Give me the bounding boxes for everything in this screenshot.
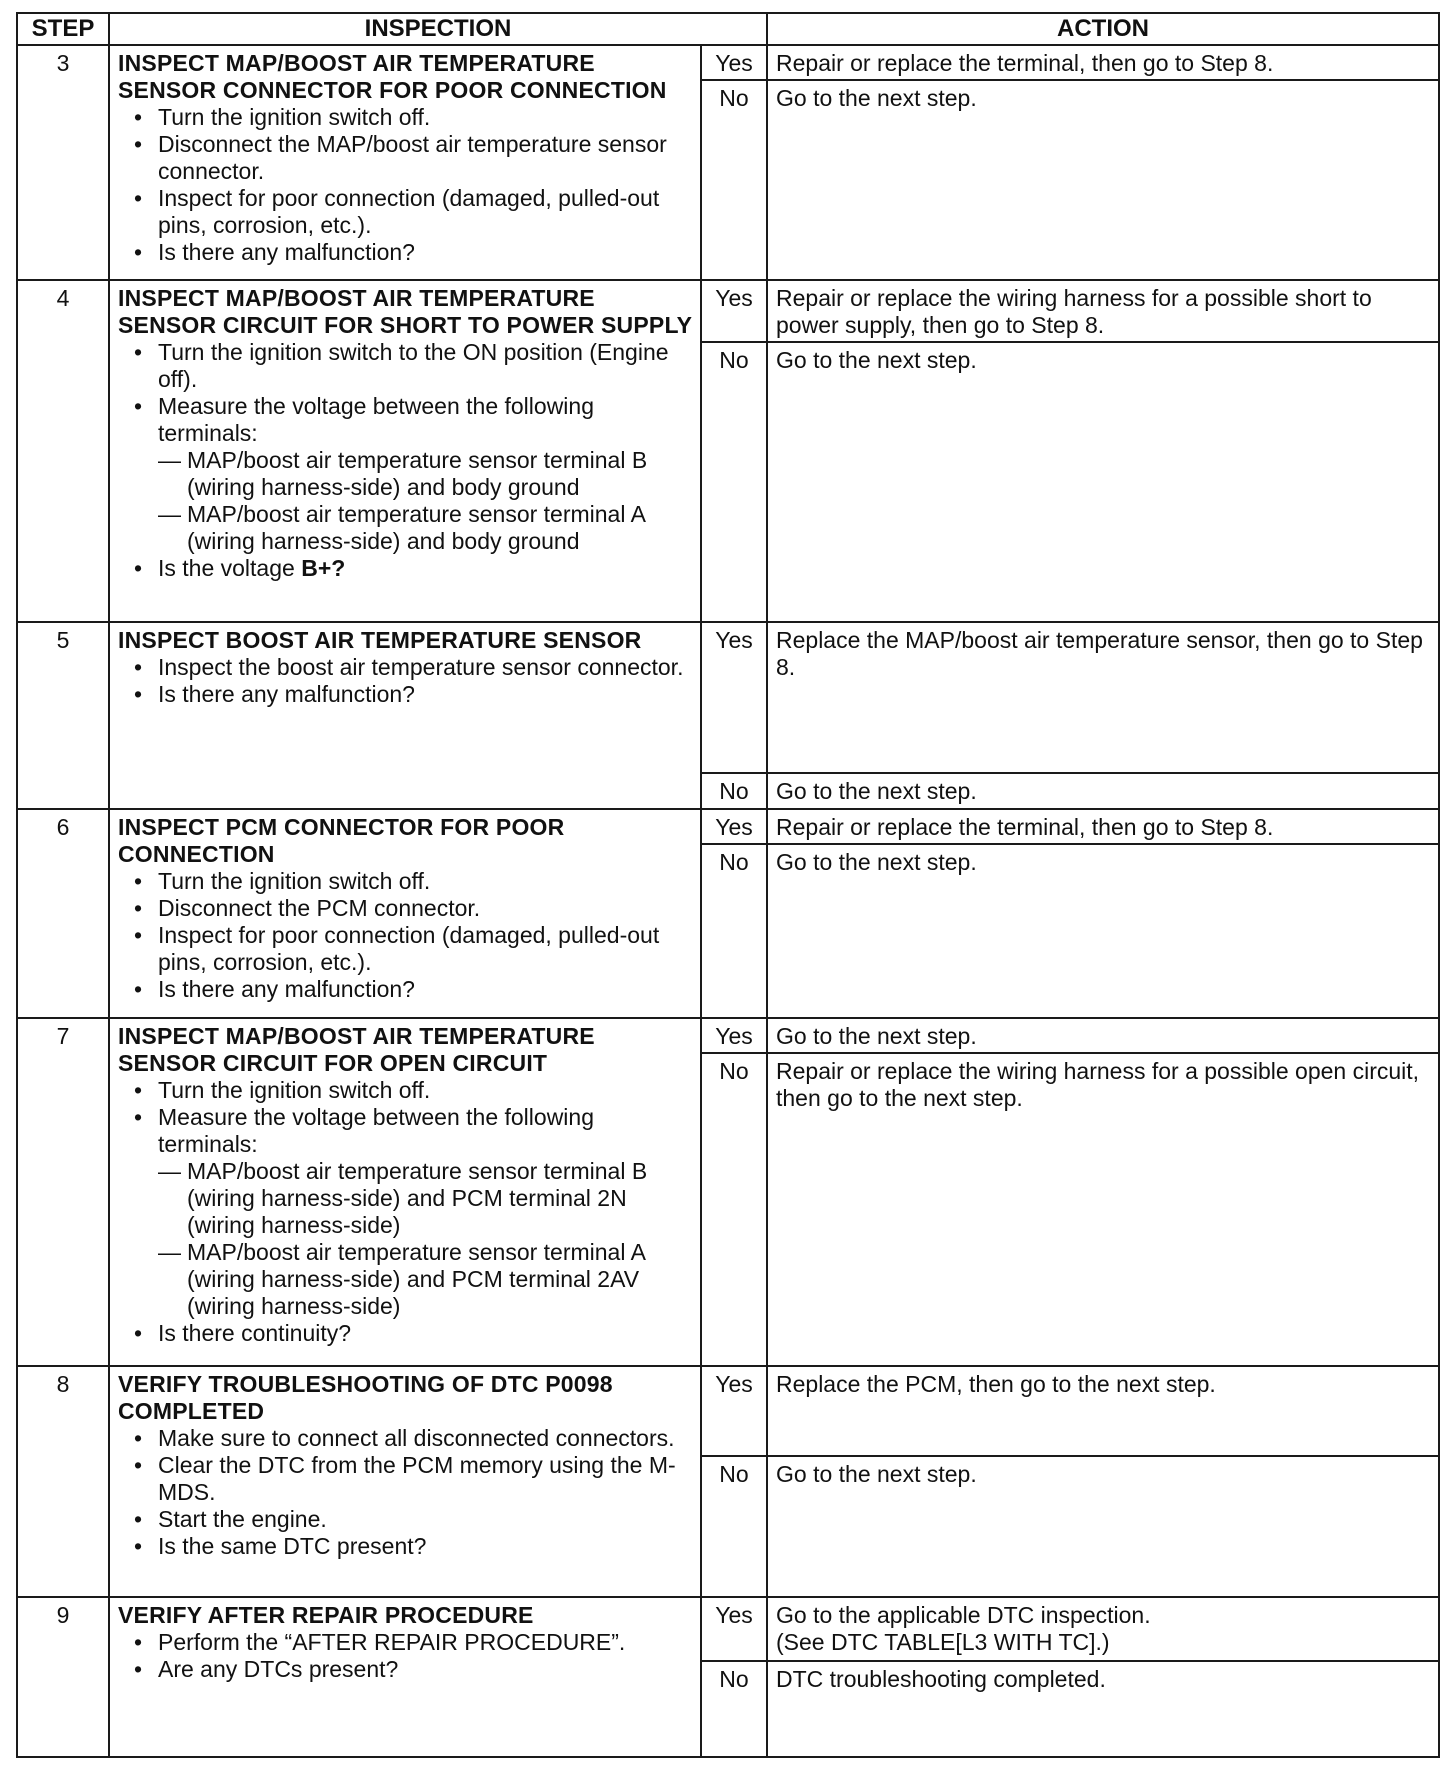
yes-label: Yes (701, 1366, 767, 1456)
step-number: 4 (17, 280, 109, 622)
table-header-row (17, 13, 1439, 45)
bullet-item (118, 1104, 694, 1320)
inspection-title: INSPECT BOOST AIR TEMPERATURE SENSOR (118, 626, 642, 653)
dtc-troubleshooting-table (16, 12, 1440, 1758)
no-label: No (701, 1053, 767, 1365)
bullet-item: • Disconnect the PCM connector. (118, 895, 694, 922)
no-action: Go to the next step. (767, 1456, 1439, 1597)
bullet-item: • Inspect for poor connection (damaged, pulled-out pins, corrosion, etc.). (118, 185, 694, 239)
bullet-item: • Is there any malfunction? (118, 976, 694, 1003)
dash-item: — MAP/boost air temperature sensor terminal A (wiring harness-side) and body ground (158, 501, 694, 555)
no-action: Repair or replace the wiring harness for a possible open circuit, then go to the next step. (767, 1053, 1439, 1365)
dash-item: — MAP/boost air temperature sensor terminal B (wiring harness-side) and PCM terminal 2N (wiring harness-side) (158, 1158, 694, 1239)
no-action: DTC troubleshooting completed. (767, 1661, 1439, 1757)
bullet-item: • Turn the ignition switch off. (118, 868, 694, 895)
inspection-bullets (118, 868, 694, 1003)
bullet-item: • Inspect for poor connection (damaged, pulled-out pins, corrosion, etc.). (118, 922, 694, 976)
no-label: No (701, 844, 767, 1019)
table-row (17, 809, 1439, 844)
inspection-cell (109, 280, 701, 622)
bullet-text: Measure the voltage between the following terminals: (158, 1104, 595, 1158)
bullet-item: • Perform the “AFTER REPAIR PROCEDURE”. (118, 1629, 694, 1656)
step-number: 8 (17, 1366, 109, 1598)
inspection-cell (109, 1597, 701, 1757)
inspection-cell (109, 1366, 701, 1598)
bullet-item: • Turn the ignition switch to the ON position (Engine off). (118, 339, 694, 393)
yes-label: Yes (701, 809, 767, 844)
step-number: 5 (17, 622, 109, 809)
table-row (17, 45, 1439, 80)
bullet-item: • Are any DTCs present? (118, 1656, 694, 1683)
yes-action: Repair or replace the wiring harness for a possible short to power supply, then go to Step 8. (767, 280, 1439, 342)
header-action: ACTION (767, 13, 1439, 45)
bullet-item (118, 393, 694, 555)
dash-list (158, 1158, 694, 1320)
inspection-title: INSPECT MAP/BOOST AIR TEMPERATURE SENSOR CONNECTOR FOR POOR CONNECTION (118, 50, 667, 103)
step-number: 9 (17, 1597, 109, 1757)
yes-label: Yes (701, 280, 767, 342)
inspection-title: INSPECT MAP/BOOST AIR TEMPERATURE SENSOR CIRCUIT FOR SHORT TO POWER SUPPLY (118, 284, 693, 338)
yes-action: Replace the MAP/boost air temperature sensor, then go to Step 8. (767, 622, 1439, 774)
inspection-title: VERIFY TROUBLESHOOTING OF DTC P0098 COMPLETED (118, 1370, 613, 1424)
inspection-bullets (118, 339, 694, 582)
no-label: No (701, 773, 767, 808)
no-action: Go to the next step. (767, 80, 1439, 280)
bullet-item: • Turn the ignition switch off. (118, 104, 694, 131)
inspection-bullets (118, 1425, 694, 1560)
yes-action: Repair or replace the terminal, then go to Step 8. (767, 45, 1439, 80)
inspection-cell (109, 809, 701, 1019)
yes-action: Repair or replace the terminal, then go to Step 8. (767, 809, 1439, 844)
step-number: 6 (17, 809, 109, 1019)
no-label: No (701, 1661, 767, 1757)
question-text: Is the voltage (158, 554, 302, 581)
inspection-cell (109, 1018, 701, 1365)
bullet-item: • Disconnect the MAP/boost air temperature sensor connector. (118, 131, 694, 185)
inspection-bullets (118, 104, 694, 266)
yes-action-line: Go to the applicable DTC inspection. (776, 1602, 1151, 1629)
bullet-item: • Is there continuity? (118, 1320, 694, 1347)
no-label: No (701, 1456, 767, 1597)
table-row (17, 622, 1439, 774)
step-number: 7 (17, 1018, 109, 1365)
bullet-item: • Start the engine. (118, 1506, 694, 1533)
bullet-item: • Inspect the boost air temperature sensor connector. (118, 654, 694, 681)
inspection-bullets (118, 654, 694, 708)
bullet-text: Measure the voltage between the following terminals: (158, 392, 595, 446)
bullet-item: • Is there any malfunction? (118, 681, 694, 708)
bullet-item (118, 555, 694, 582)
table-row (17, 1366, 1439, 1456)
bullet-item: • Clear the DTC from the PCM memory using the M-MDS. (118, 1452, 694, 1506)
no-action: Go to the next step. (767, 844, 1439, 1019)
inspection-cell (109, 622, 701, 809)
yes-label: Yes (701, 45, 767, 80)
yes-label: Yes (701, 622, 767, 774)
bullet-item: • Is the same DTC present? (118, 1533, 694, 1560)
inspection-bullets (118, 1077, 694, 1347)
inspection-title: VERIFY AFTER REPAIR PROCEDURE (118, 1602, 534, 1629)
no-action: Go to the next step. (767, 773, 1439, 808)
header-inspection: INSPECTION (109, 13, 767, 45)
yes-action-line: (See DTC TABLE[L3 WITH TC].) (776, 1629, 1110, 1656)
inspection-title: INSPECT PCM CONNECTOR FOR POOR CONNECTION (118, 813, 565, 867)
bullet-item: • Is there any malfunction? (118, 239, 694, 266)
inspection-title: INSPECT MAP/BOOST AIR TEMPERATURE SENSOR CIRCUIT FOR OPEN CIRCUIT (118, 1023, 595, 1077)
yes-action: Replace the PCM, then go to the next step. (767, 1366, 1439, 1456)
dash-item: — MAP/boost air temperature sensor terminal B (wiring harness-side) and body ground (158, 447, 694, 501)
yes-label: Yes (701, 1018, 767, 1053)
bullet-item: • Make sure to connect all disconnected connectors. (118, 1425, 694, 1452)
table-row (17, 1018, 1439, 1053)
yes-label: Yes (701, 1597, 767, 1660)
bullet-item: • Turn the ignition switch off. (118, 1077, 694, 1104)
yes-action: Go to the next step. (767, 1018, 1439, 1053)
table-row (17, 1597, 1439, 1660)
question-bold: B+? (301, 554, 346, 581)
header-step: STEP (17, 13, 109, 45)
dash-list (158, 447, 694, 555)
step-number: 3 (17, 45, 109, 280)
no-label: No (701, 342, 767, 622)
dash-item: — MAP/boost air temperature sensor terminal A (wiring harness-side) and PCM terminal 2AV (wiring harness-side) (158, 1239, 694, 1320)
inspection-cell (109, 45, 701, 280)
inspection-bullets (118, 1629, 694, 1683)
no-label: No (701, 80, 767, 280)
no-action: Go to the next step. (767, 342, 1439, 622)
table-row (17, 280, 1439, 342)
yes-action (767, 1597, 1439, 1660)
